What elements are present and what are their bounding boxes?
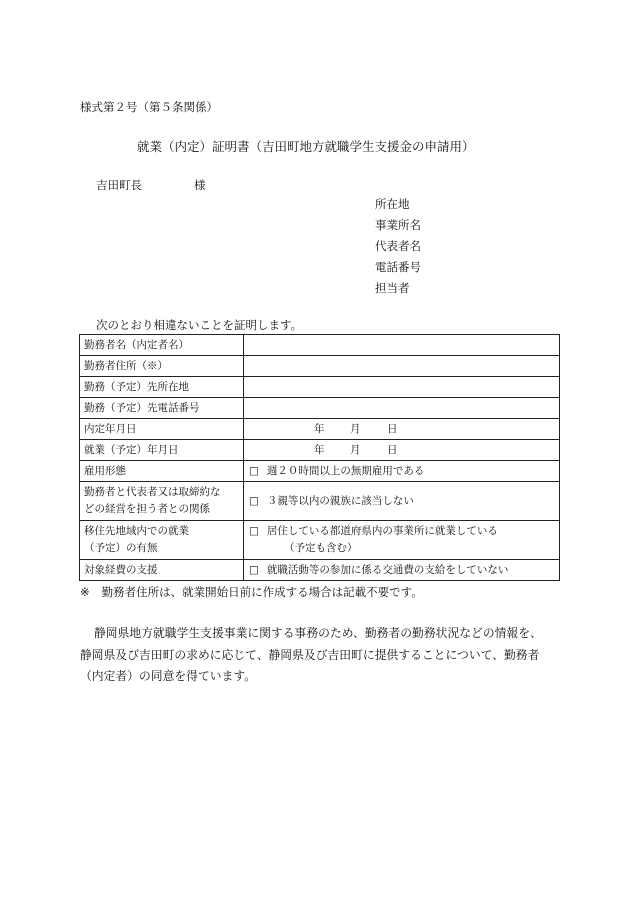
date-month-label: 月 — [350, 422, 361, 435]
consent-paragraph: 静岡県地方就職学生支援事業に関する事務のため、勤務者の勤務状況などの情報を、静岡県及び吉田町の求めに応じて、静岡県及び吉田町に提供することについて、勤務者（内定者）の同意を得ています。 — [80, 626, 542, 683]
relation-label-line2: どの経営を担う者との関係 — [84, 503, 210, 515]
workplace-phone-field[interactable] — [244, 398, 560, 419]
employer-fields — [375, 194, 421, 299]
relocation-text-line1: 居住している都道府県内の事業所に就業している — [266, 525, 498, 537]
table-row — [80, 356, 560, 377]
relocation-cell — [244, 521, 560, 560]
row-label-offer-date: 内定年月日 — [80, 419, 244, 440]
table-row — [80, 482, 560, 521]
row-label-start-date: 就業（予定）年月日 — [80, 440, 244, 461]
offer-date-field[interactable] — [244, 419, 560, 440]
employer-field-representative: 代表者名 — [375, 239, 421, 253]
addressee — [96, 177, 206, 193]
employer-field-contact: 担当者 — [375, 281, 410, 295]
table-row — [80, 335, 560, 356]
expense-checkbox[interactable]: □ — [249, 563, 259, 576]
row-label-employment-type: 雇用形態 — [80, 461, 244, 482]
row-label-workplace-address: 勤務（予定）先所在地 — [80, 377, 244, 398]
table-row — [80, 377, 560, 398]
employer-field-address: 所在地 — [375, 197, 410, 211]
relocation-label-line2: （予定）の有無 — [84, 542, 158, 554]
date-day-label: 日 — [387, 443, 398, 456]
relation-checkbox[interactable]: □ — [249, 494, 259, 507]
employee-name-field[interactable] — [244, 335, 560, 356]
employer-field-company: 事業所名 — [375, 218, 421, 232]
relocation-text-line2: （予定も含む） — [284, 542, 358, 554]
table-row — [80, 560, 560, 581]
addressee-name: 吉田町長 — [96, 178, 142, 192]
asterisk-icon: ※ — [80, 585, 90, 599]
table-row — [80, 398, 560, 419]
relation-text: ３親等以内の親族に該当しない — [266, 494, 414, 507]
workplace-address-field[interactable] — [244, 377, 560, 398]
date-year-label: 年 — [314, 443, 325, 456]
start-date-field[interactable] — [244, 440, 560, 461]
table-row — [80, 440, 560, 461]
expense-text: 就職活動等の参加に係る交通費の支給をしていない — [266, 563, 509, 576]
page-title: 就業（内定）証明書（吉田町地方就職学生支援金の申請用） — [137, 139, 475, 154]
row-label-relocation — [80, 521, 244, 560]
table-row — [80, 461, 560, 482]
employment-type-checkbox[interactable]: □ — [249, 464, 259, 477]
date-day-label: 日 — [387, 422, 398, 435]
employment-type-cell — [244, 461, 560, 482]
date-year-label: 年 — [314, 422, 325, 435]
relocation-checkbox[interactable]: □ — [249, 525, 259, 537]
footnote — [80, 584, 423, 600]
row-label-relation — [80, 482, 244, 521]
employer-field-phone: 電話番号 — [375, 260, 421, 274]
row-label-expense: 対象経費の支援 — [80, 560, 244, 581]
table-row — [80, 419, 560, 440]
table-row — [80, 521, 560, 560]
intro-text: 次のとおり相違ないことを証明します。 — [96, 318, 303, 332]
employee-address-field[interactable] — [244, 356, 560, 377]
row-label-employee-address: 勤務者住所（※） — [80, 356, 244, 377]
row-label-employee-name: 勤務者名（内定者名） — [80, 335, 244, 356]
certificate-table — [79, 334, 560, 581]
employment-type-text: 週２０時間以上の無期雇用である — [266, 464, 425, 477]
form-number: 様式第２号（第５条関係） — [80, 100, 218, 114]
footnote-text: 勤務者住所は、就業開始日前に作成する場合は記載不要です。 — [101, 585, 423, 599]
row-label-workplace-phone: 勤務（予定）先電話番号 — [80, 398, 244, 419]
relation-cell — [244, 482, 560, 521]
expense-cell — [244, 560, 560, 581]
relocation-label-line1: 移住先地域内での就業 — [84, 525, 189, 537]
relation-label-line1: 勤務者と代表者又は取締約な — [84, 486, 221, 498]
addressee-honorific: 様 — [194, 178, 206, 192]
date-month-label: 月 — [350, 443, 361, 456]
